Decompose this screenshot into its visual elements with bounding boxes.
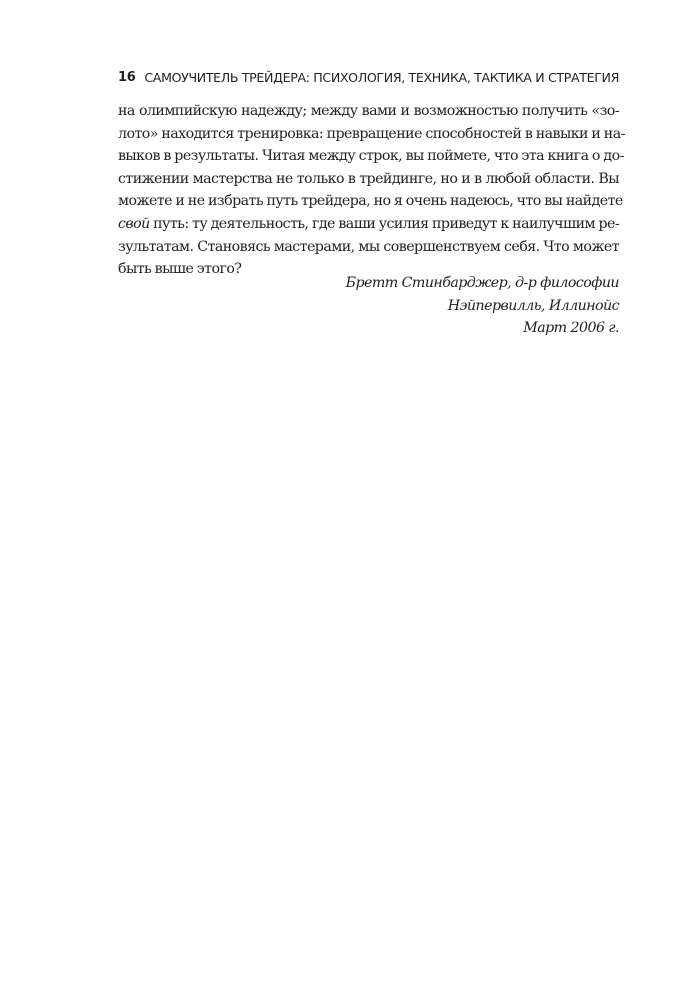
body-paragraph bbox=[118, 100, 625, 281]
text-line: можете и не избрать путь трейдера, но я очень надеюсь, что вы найдете bbox=[118, 193, 623, 210]
text-line: лото» находится тренировка: превращение способностей в навыки и на- bbox=[118, 125, 625, 142]
text-line: выков в результаты. Читая между строк, вы поймете, что эта книга о до- bbox=[118, 148, 624, 165]
signature-block bbox=[118, 272, 619, 340]
text-line-last: быть выше этого? bbox=[118, 261, 242, 278]
page-number: 16 bbox=[118, 70, 136, 85]
text-line bbox=[118, 213, 619, 236]
page-header bbox=[118, 70, 619, 92]
text-line: стижении мастерства не только в трейдинге, но и в любой области. Вы bbox=[118, 170, 619, 187]
text-line: зультатам. Становясь мастерами, мы совершенствуем себя. Что может bbox=[118, 238, 619, 255]
signature-author: Бретт Стинбарджер, д-р философии bbox=[345, 275, 619, 291]
signature-place: Нэйпервилль, Иллинойс bbox=[447, 297, 619, 314]
signature-date: Март 2006 г. bbox=[523, 320, 619, 337]
running-title: САМОУЧИТЕЛЬ ТРЕЙДЕРА: ПСИХОЛОГИЯ, ТЕХНИКА, ТАКТИКА И СТРАТЕГИЯ bbox=[144, 70, 619, 85]
italic-emphasis: свой bbox=[118, 215, 150, 232]
text-line-rest: путь: ту деятельность, где ваши усилия приведут к наилучшим ре- bbox=[149, 215, 620, 232]
text-line: на олимпийскую надежду; между вами и возможностью получить «зо- bbox=[118, 103, 619, 119]
